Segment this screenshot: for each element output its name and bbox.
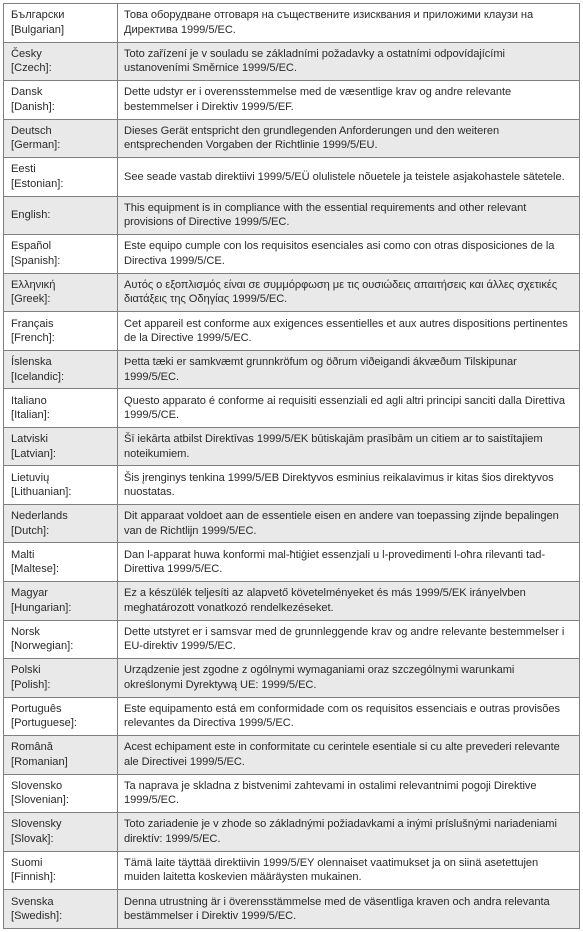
language-native-name: Malti [11, 548, 35, 561]
table-row [4, 273, 580, 312]
compliance-statement: See seade vastab direktiivi 1999/5/EÜ olulistele nõuetele ja teistele asjakohastele sätetele. [118, 158, 580, 197]
language-cell [4, 389, 118, 428]
language-english-name: [Slovenian]: [11, 794, 69, 807]
language-cell [4, 4, 118, 43]
table-row [4, 196, 580, 235]
table-row [4, 4, 580, 43]
compliance-statement: Това оборудване отговаря на съществените изисквания и приложими клаузи на Директива 1999/5/EC. [118, 4, 580, 43]
compliance-statement: Denna utrustning är i överensstämmelse med de väsentliga kraven och andra relevanta bestämmelser i Direktiv 1999/5/EC. [118, 890, 580, 929]
language-english-name: [German]: [11, 139, 61, 152]
language-native-name: Slovensky [11, 818, 62, 831]
language-cell [4, 543, 118, 582]
table-row [4, 543, 580, 582]
compliance-table [3, 3, 580, 929]
table-row [4, 312, 580, 351]
table-row [4, 851, 580, 890]
language-cell [4, 774, 118, 813]
language-cell [4, 466, 118, 505]
language-english-name: [Hungarian]: [11, 601, 72, 614]
language-cell [4, 119, 118, 158]
compliance-table-body [4, 4, 580, 929]
language-cell [4, 427, 118, 466]
language-english-name: [Bulgarian] [11, 23, 65, 36]
compliance-statement: Dette udstyr er i overensstemmelse med de væsentlige krav og andre relevante bestemmelser i Direktiv 1999/5/EF. [118, 81, 580, 120]
language-native-name: Íslenska [11, 356, 52, 369]
language-english-name: [Slovak]: [11, 832, 54, 845]
language-native-name: Français [11, 317, 54, 330]
table-row [4, 158, 580, 197]
language-cell [4, 81, 118, 120]
language-cell [4, 273, 118, 312]
compliance-statement: Cet appareil est conforme aux exigences essentielles et aux autres dispositions pertinentes de la Directive 1999/5/EC. [118, 312, 580, 351]
language-english-name: [Lithuanian]: [11, 486, 72, 499]
language-cell [4, 158, 118, 197]
language-native-name: Español [11, 240, 52, 253]
language-english-name: [Portuguese]: [11, 717, 77, 730]
language-english-name: [Maltese]: [11, 563, 60, 576]
table-row [4, 504, 580, 543]
table-row [4, 813, 580, 852]
language-native-name: Latviski [11, 433, 48, 446]
language-native-name: Eesti [11, 163, 36, 176]
compliance-statement: This equipment is in compliance with the essential requirements and other relevant provisions of Directive 1999/5/EC. [118, 196, 580, 235]
language-english-name: [Estonian]: [11, 177, 64, 190]
table-row [4, 81, 580, 120]
table-row [4, 774, 580, 813]
compliance-statement: Αυτός ο εξοπλισμός είναι σε συμμόρφωση με τις ουσιώδεις απαιτήσεις και άλλες σχετικές διατάξεις της Οδηγίας 1999/5/EC. [118, 273, 580, 312]
language-english-name: [Icelandic]: [11, 370, 65, 383]
language-cell [4, 659, 118, 698]
compliance-statement: Acest echipament este in conformitate cu cerintele esentiale si cu alte prevederi relevante ale Directivei 1999/5/EC. [118, 736, 580, 775]
language-native-name: Deutsch [11, 124, 52, 137]
table-row [4, 697, 580, 736]
language-cell [4, 42, 118, 81]
language-native-name: Norsk [11, 625, 40, 638]
table-row [4, 119, 580, 158]
language-cell [4, 350, 118, 389]
compliance-statement: Šī iekārta atbilst Direktīvas 1999/5/EK būtiskajām prasībām un citiem ar to saistītajiem noteikumiem. [118, 427, 580, 466]
language-english-name: [Danish]: [11, 100, 55, 113]
language-cell [4, 235, 118, 274]
compliance-statement: Þetta tæki er samkvæmt grunnkröfum og öðrum viðeigandi ákvæðum Tilskipunar 1999/5/EC. [118, 350, 580, 389]
table-row [4, 42, 580, 81]
language-native-name: Slovensko [11, 779, 63, 792]
compliance-statement: Dette utstyret er i samsvar med de grunnleggende krav og andre relevante bestemmelser i EU-direktiv 1999/5/EC. [118, 620, 580, 659]
language-cell [4, 851, 118, 890]
language-english-name: [Swedish]: [11, 910, 63, 923]
language-cell [4, 196, 118, 235]
language-cell [4, 620, 118, 659]
language-cell [4, 813, 118, 852]
language-english-name: [Dutch]: [11, 524, 50, 537]
table-row [4, 890, 580, 929]
language-cell [4, 890, 118, 929]
language-native-name: Lietuvių [11, 471, 50, 484]
language-english-name: [Latvian]: [11, 447, 57, 460]
compliance-statement: Šis įrenginys tenkina 1999/5/EB Direktyvos esminius reikalavimus ir kitas šios direktyvos nuostatas. [118, 466, 580, 505]
language-english-name: [Italian]: [11, 409, 50, 422]
table-row [4, 427, 580, 466]
table-row [4, 620, 580, 659]
language-native-name: Dansk [11, 86, 43, 99]
compliance-statement: Ez a készülék teljesíti az alapvető követelményeket és más 1999/5/EK irányelvben meghatározott vonatkozó rendelkezéseket. [118, 581, 580, 620]
table-row [4, 659, 580, 698]
language-native-name: Română [11, 741, 53, 754]
language-english-name: [Finnish]: [11, 871, 57, 884]
language-english-name: [Polish]: [11, 678, 51, 691]
compliance-statement: Urządzenie jest zgodne z ogólnymi wymaganiami oraz szczególnymi warunkami określonymi Dyrektywą UE: 1999/5/EC. [118, 659, 580, 698]
language-english-name: [Czech]: [11, 62, 52, 75]
language-cell [4, 312, 118, 351]
language-native-name: Suomi [11, 856, 43, 869]
language-native-name: Português [11, 702, 62, 715]
language-english-name: [Spanish]: [11, 254, 61, 267]
language-cell [4, 504, 118, 543]
language-english-name: [French]: [11, 332, 55, 345]
language-english-name: [Greek]: [11, 293, 51, 306]
compliance-statement: Este equipo cumple con los requisitos esenciales asi como con otras disposiciones de la Directiva 1999/5/CE. [118, 235, 580, 274]
language-english-name: [Norwegian]: [11, 640, 74, 653]
table-row [4, 581, 580, 620]
language-native-name: English: [11, 209, 51, 222]
compliance-statement: Toto zariadenie je v zhode so základnými požiadavkami a inými príslušnými nariadeniami direktív: 1999/5/EC. [118, 813, 580, 852]
table-row [4, 389, 580, 428]
language-native-name: Magyar [11, 587, 48, 600]
compliance-statement: Dieses Gerät entspricht den grundlegenden Anforderungen und den weiteren entsprechenden Vorgaben der Richtlinie 1999/5/EU. [118, 119, 580, 158]
table-row [4, 736, 580, 775]
language-english-name: [Romanian] [11, 755, 68, 768]
table-row [4, 350, 580, 389]
table-row [4, 235, 580, 274]
language-cell [4, 697, 118, 736]
compliance-statement: Questo apparato é conforme ai requisiti essenziali ed agli altri principi sanciti dalla Direttiva 1999/5/CE. [118, 389, 580, 428]
compliance-table-container [3, 3, 580, 929]
compliance-statement: Tämä laite täyttää direktiivin 1999/5/EY olennaiset vaatimukset ja on siinä asetettujen muiden laitetta koskevien määräysten mukainen. [118, 851, 580, 890]
language-native-name: Nederlands [11, 510, 68, 523]
compliance-statement: Este equipamento está em conformidade com os requisitos essenciais e outras provisões relevantes da Directiva 1999/5/EC. [118, 697, 580, 736]
language-cell [4, 581, 118, 620]
language-native-name: Svenska [11, 895, 54, 908]
compliance-statement: Dit apparaat voldoet aan de essentiele eisen en andere van toepassing zijnde bepalingen van de Richtlijn 1999/5/EC. [118, 504, 580, 543]
table-row [4, 466, 580, 505]
language-native-name: Polski [11, 664, 41, 677]
compliance-statement: Ta naprava je skladna z bistvenimi zahtevami in ostalimi relevantnimi pogoji Direktive 1999/5/EC. [118, 774, 580, 813]
language-native-name: Български [11, 9, 65, 22]
language-native-name: Italiano [11, 394, 47, 407]
language-native-name: Česky [11, 47, 42, 60]
language-native-name: Ελληνική [11, 278, 56, 291]
compliance-statement: Dan l-apparat huwa konformi mal-ħtiġiet essenzjali u l-provedimenti l-oħra rilevanti tad-Direttiva 1999/5/EC. [118, 543, 580, 582]
language-cell [4, 736, 118, 775]
compliance-statement: Toto zařízení je v souladu se základními požadavky a ostatními odpovídajícími ustanoveními Směrnice 1999/5/EC. [118, 42, 580, 81]
